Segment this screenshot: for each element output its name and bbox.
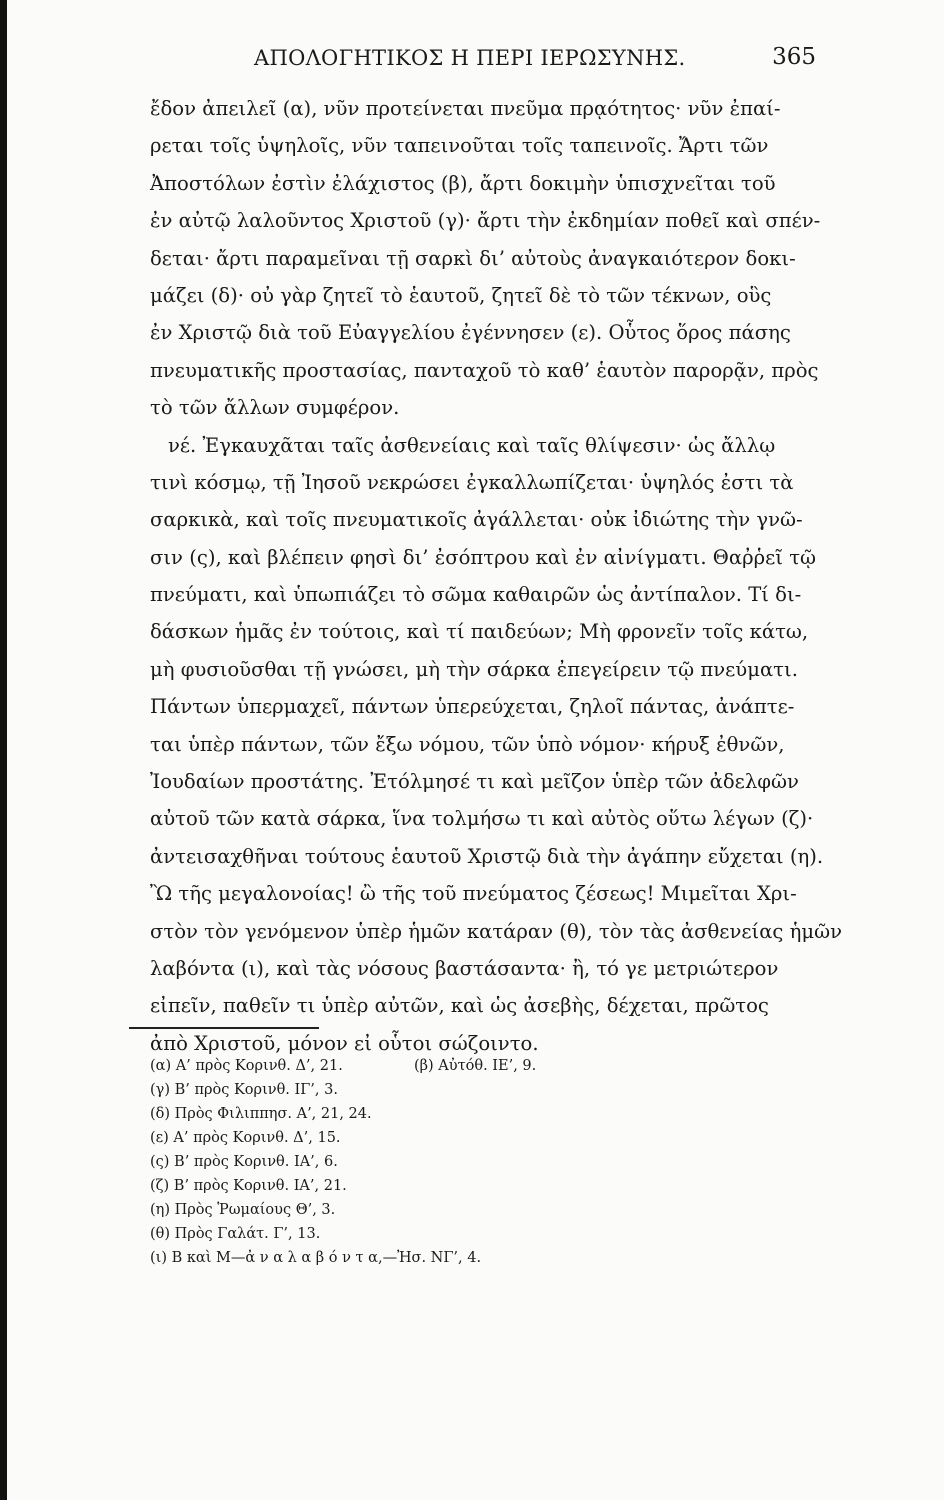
text-line: εἰπεῖν, παθεῖν τι ὑπὲρ αὐτῶν, καὶ ὡς ἀσεβὴς, δέχεται, πρῶτος — [150, 994, 769, 1018]
text-line: Ἀποστόλων ἐστὶν ἐλάχιστος (β), ἄρτι δοκιμὴν ὑπισχνεῖται τοῦ — [150, 171, 776, 195]
footnote — [150, 1054, 750, 1078]
page-number: 365 — [772, 44, 816, 70]
text-line: αὐτοῦ τῶν κατὰ σάρκα, ἵνα τολμήσω τι καὶ αὐτὸς οὕτω λέγων (ζ)· — [150, 807, 814, 831]
footnote-divider — [129, 1027, 319, 1029]
footnotes — [150, 1054, 750, 1270]
text-line: Ἰουδαίων προστάτης. Ἐτόλμησέ τι καὶ μεῖζον ὑπὲρ τῶν ἀδελφῶν — [150, 770, 799, 794]
text-line: ἐν αὐτῷ λαλοῦντος Χριστοῦ (γ)· ἄρτι τὴν ἐκδημίαν ποθεῖ καὶ σπέν- — [150, 209, 821, 233]
paragraph-start-line: νέ. Ἐγκαυχᾶται ταῖς ἀσθενείαις καὶ ταῖς θλίψεσιν· ὡς ἄλλῳ — [168, 433, 776, 457]
text-line: δεται· ἄρτι παραμεῖναι τῇ σαρκὶ δι’ αὐτοὺς ἀναγκαιότερον δοκι- — [150, 246, 796, 270]
text-line: μὴ φυσιοῦσθαι τῇ γνώσει, μὴ τὴν σάρκα ἐπεγείρειν τῷ πνεύματι. — [150, 657, 798, 681]
text-line: ἐν Χριστῷ διὰ τοῦ Εὐαγγελίου ἐγέννησεν (ε). Οὗτος ὅρος πάσης — [150, 321, 791, 345]
footnote-text: (α) Α’ πρὸς Κορινθ. Δ’, 21. — [150, 1058, 343, 1074]
page-header — [150, 40, 816, 80]
footnote: (γ) Β’ πρὸς Κορινθ. ΙΓ’, 3. — [150, 1082, 338, 1098]
body-text — [150, 90, 842, 1062]
text-line: πνευματικῆς προστασίας, πανταχοῦ τὸ καθ’ ἑαυτὸν παρορᾷν, πρὸς — [150, 358, 819, 382]
text-line: μάζει (δ)· οὐ γὰρ ζητεῖ τὸ ἑαυτοῦ, ζητεῖ δὲ τὸ τῶν τέκνων, οὓς — [150, 283, 772, 307]
footnote-text: (β) Αὐτόθ. ΙΕ’, 9. — [414, 1058, 537, 1074]
footnote: (δ) Πρὸς Φιλιππησ. Α’, 21, 24. — [150, 1106, 372, 1122]
text-line: Ὢ τῆς μεγαλονοίας! ὢ τῆς τοῦ πνεύματος ζέσεως! Μιμεῖται Χρι- — [150, 882, 797, 906]
footnote: (θ) Πρὸς Γαλάτ. Γ’, 13. — [150, 1226, 321, 1242]
text-line: ἀπὸ Χριστοῦ, μόνον εἰ οὗτοι σώζοιντο. — [150, 1031, 539, 1055]
text-line: Πάντων ὑπερμαχεῖ, πάντων ὑπερεύχεται, ζηλοῖ πάντας, ἀνάπτε- — [150, 695, 795, 719]
text-line: πνεύματι, καὶ ὑπωπιάζει τὸ σῶμα καθαιρῶν ὡς ἀντίπαλον. Τί δι- — [150, 583, 802, 607]
text-line: ται ὑπὲρ πάντων, τῶν ἔξω νόμου, τῶν ὑπὸ νόμον· κήρυξ ἐθνῶν, — [150, 732, 785, 756]
text-line: τὸ τῶν ἄλλων συμφέρον. — [150, 396, 400, 420]
footnote: (ζ) Β’ πρὸς Κορινθ. ΙΑ’, 21. — [150, 1178, 347, 1194]
footnote: (ς) Β’ πρὸς Κορινθ. ΙΑ’, 6. — [150, 1154, 338, 1170]
text-line: σιν (ς), καὶ βλέπειν φησὶ δι’ ἐσόπτρου καὶ ἐν αἰνίγματι. Θαῤῥεῖ τῷ — [150, 545, 817, 569]
text-line: δάσκων ἡμᾶς ἐν τούτοις, καὶ τί παιδεύων; Μὴ φρονεῖν τοῖς κάτω, — [150, 620, 809, 644]
footnote: (η) Πρὸς Ῥωμαίους Θ’, 3. — [150, 1202, 336, 1218]
text-line: ἔδον ἀπειλεῖ (α), νῦν προτείνεται πνεῦμα πρᾳότητος· νῦν ἐπαί- — [150, 97, 781, 120]
page-binding-edge — [0, 0, 7, 1500]
footnote: (ι) Β καὶ Μ—ἀ ν α λ α β ό ν τ α,—Ἠσ. ΝΓ’, 4. — [150, 1250, 482, 1266]
text-line: στὸν τὸν γενόμενον ὑπὲρ ἡμῶν κατάραν (θ), τὸν τὰς ἀσθενείας ἡμῶν — [150, 919, 842, 943]
text-line: ἀντεισαχθῆναι τούτους ἑαυτοῦ Χριστῷ διὰ τὴν ἀγάπην εὔχεται (η). — [150, 844, 824, 868]
text-line: τινὶ κόσμῳ, τῇ Ἰησοῦ νεκρώσει ἐγκαλλωπίζεται· ὑψηλός ἐστι τὰ — [150, 470, 794, 494]
footnote: (ε) Α’ πρὸς Κορινθ. Δ’, 15. — [150, 1130, 341, 1146]
text-line: ρεται τοῖς ὑψηλοῖς, νῦν ταπεινοῦται τοῖς ταπεινοῖς. Ἄρτι τῶν — [150, 134, 769, 158]
text-line: λαβόντα (ι), καὶ τὰς νόσους βαστάσαντα· ἢ, τό γε μετριώτερον — [150, 956, 779, 980]
running-title: ΑΠΟΛΟΓΗΤΙΚΟΣ Η ΠΕΡΙ ΙΕΡΩΣΥΝΗΣ. — [254, 46, 686, 70]
text-line: σαρκικὰ, καὶ τοῖς πνευματικοῖς ἀγάλλεται· οὐκ ἰδιώτης τὴν γνῶ- — [150, 508, 803, 532]
